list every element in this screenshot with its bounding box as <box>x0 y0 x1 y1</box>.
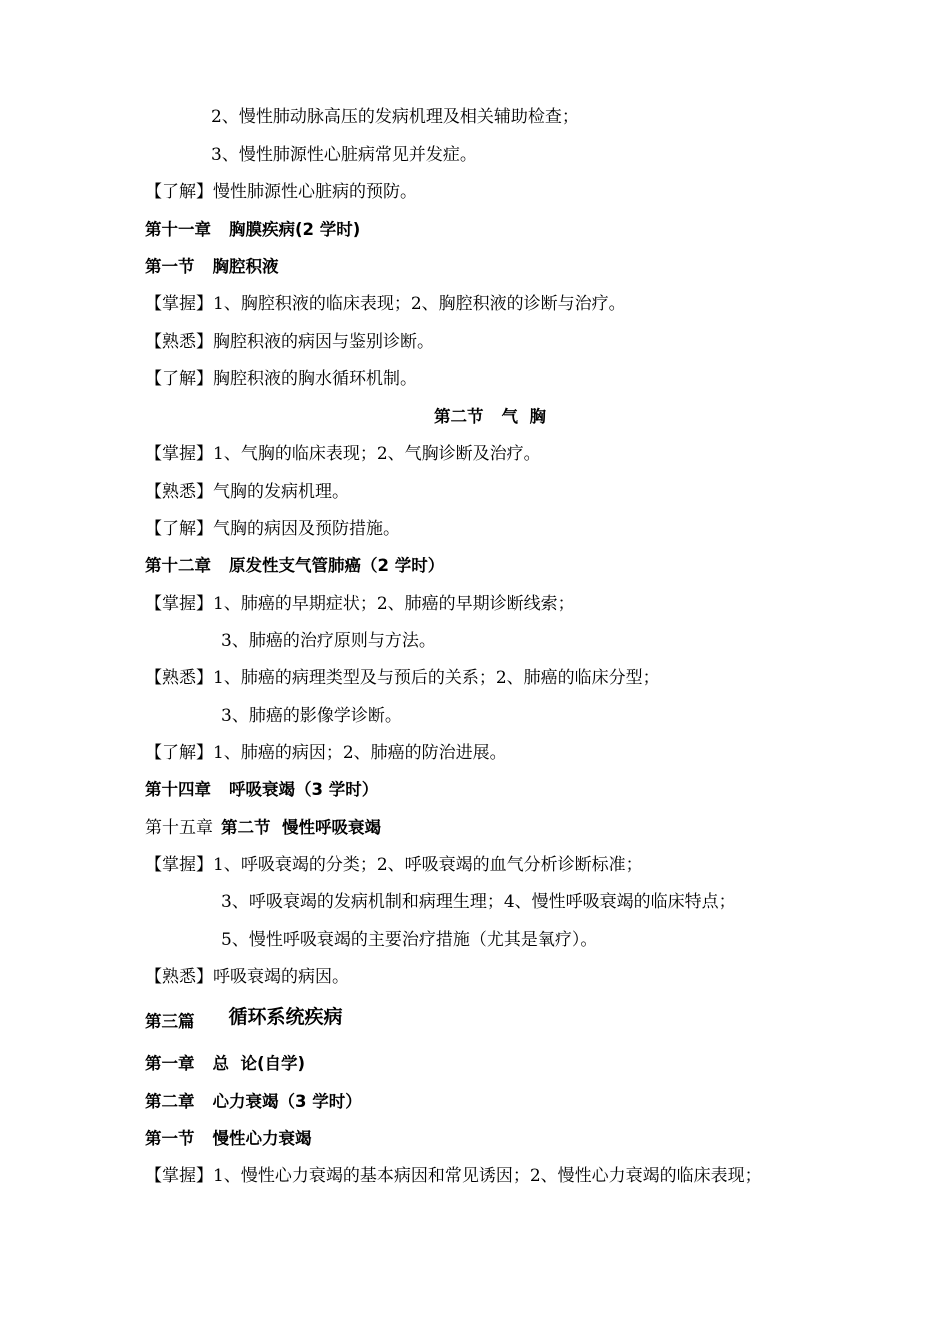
text-line: 【了解】慢性肺源性心脏病的预防。 <box>145 182 417 202</box>
section-heading: 第十五章 第二节 慢性呼吸衰竭 <box>145 818 381 838</box>
text-line: 【了解】胸腔积液的胸水循环机制。 <box>145 369 417 389</box>
text-line: 5、慢性呼吸衰竭的主要治疗措施（尤其是氧疗）。 <box>221 930 598 950</box>
text-line: 【熟悉】胸腔积液的病因与鉴别诊断。 <box>145 332 434 352</box>
chapter-heading: 第二章 心力衰竭（3 学时） <box>145 1092 362 1111</box>
text-line: 【掌握】1、肺癌的早期症状；2、肺癌的早期诊断线索； <box>145 594 575 614</box>
chapter-heading: 第十四章 呼吸衰竭（3 学时） <box>145 780 379 799</box>
part-heading: 第三篇 循环系统疾病 <box>145 1006 343 1031</box>
text-line: 【了解】气胸的病因及预防措施。 <box>145 519 400 539</box>
section-heading: 第二节 气 胸 <box>434 407 546 426</box>
text-line: 3、肺癌的治疗原则与方法。 <box>221 631 436 651</box>
text-line: 【掌握】1、呼吸衰竭的分类；2、呼吸衰竭的血气分析诊断标准； <box>145 855 643 875</box>
text-line: 3、慢性肺源性心脏病常见并发症。 <box>211 145 477 165</box>
section-heading: 第一节 慢性心力衰竭 <box>145 1129 312 1148</box>
chapter-heading: 第十二章 原发性支气管肺癌（2 学时） <box>145 556 445 575</box>
text-line: 3、呼吸衰竭的发病机制和病理生理；4、慢性呼吸衰竭的临床特点； <box>221 892 736 912</box>
chapter-heading: 第一章 总 论(自学) <box>145 1054 306 1073</box>
text-line: 【掌握】1、胸腔积液的临床表现；2、胸腔积液的诊断与治疗。 <box>145 294 626 314</box>
text-line: 【熟悉】呼吸衰竭的病因。 <box>145 967 349 987</box>
chapter-heading: 第十一章 胸膜疾病(2 学时) <box>145 220 361 239</box>
text-line: 3、肺癌的影像学诊断。 <box>221 706 402 726</box>
text-line: 2、慢性肺动脉高压的发病机理及相关辅助检查； <box>211 107 579 127</box>
text-line: 【熟悉】气胸的发病机理。 <box>145 482 349 502</box>
text-line: 【熟悉】1、肺癌的病理类型及与预后的关系；2、肺癌的临床分型； <box>145 668 660 688</box>
text-line: 【掌握】1、气胸的临床表现；2、气胸诊断及治疗。 <box>145 444 541 464</box>
text-line: 【了解】1、肺癌的病因；2、肺癌的防治进展。 <box>145 743 507 763</box>
section-heading: 第一节 胸腔积液 <box>145 257 279 276</box>
text-line: 【掌握】1、慢性心力衰竭的基本病因和常见诱因；2、慢性心力衰竭的临床表现； <box>145 1166 762 1186</box>
